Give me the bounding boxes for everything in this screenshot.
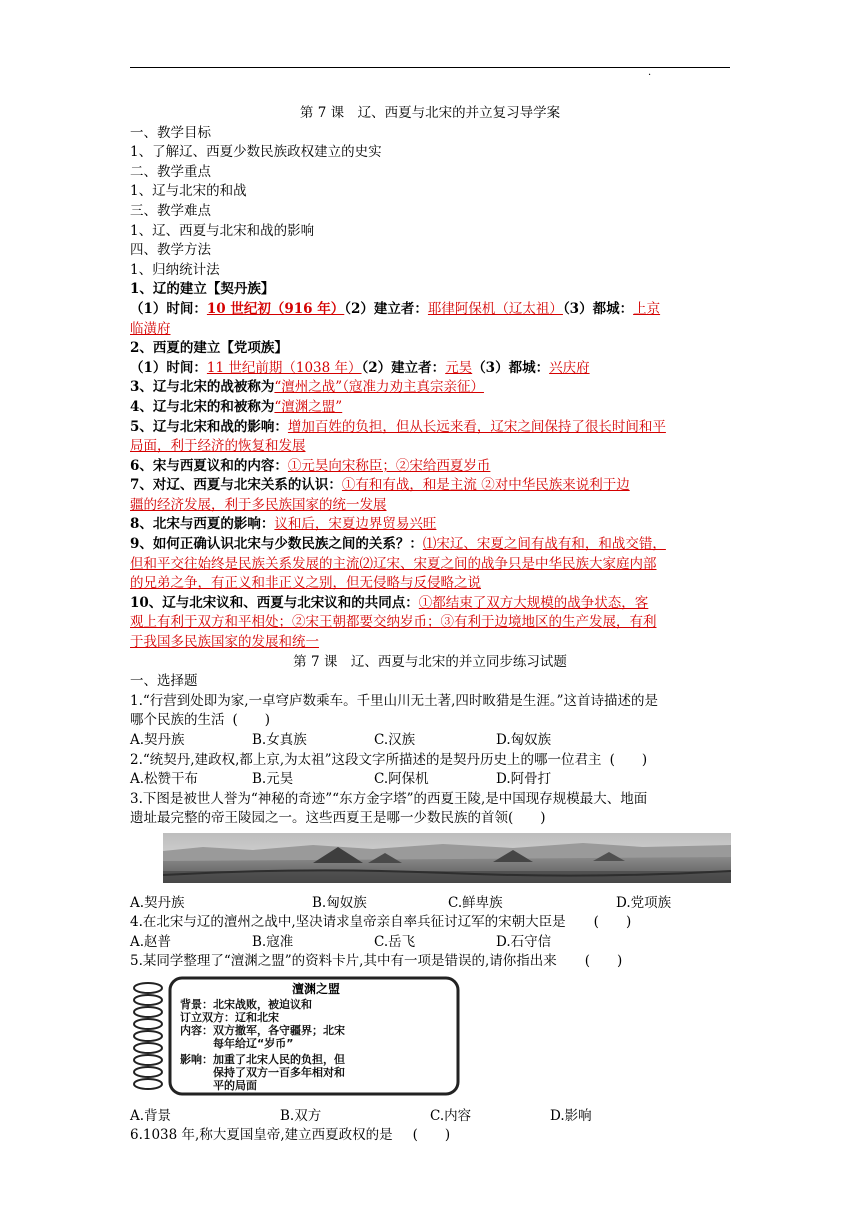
q6-line: 6、宋与西夏议和的内容：①元昊向宋称臣；②宋给西夏岁币	[130, 457, 491, 474]
ex-q2-stem: 2.“统契丹,建政权,都上京,为太祖”这段文字所描述的是契丹历史上的哪一位君主 ( )	[130, 751, 648, 768]
q10-line: 10、辽与北宋议和、西夏与北宋议和的共同点：①都结束了双方大规模的战争状态，客	[130, 594, 649, 611]
ex-q6-stem: 6.1038 年,称大夏国皇帝,建立西夏政权的是 ( )	[130, 1127, 451, 1144]
q2-heading: 2、西夏的建立【党项族】	[130, 340, 288, 357]
option-c: C.岳飞	[374, 933, 416, 950]
option-b: B.匈奴族	[312, 894, 367, 911]
q3-line: 3、辽与北宋的战被称为“澶州之战”（寇准力劝主真宗亲征）	[130, 379, 484, 396]
q9-line: 9、如何正确认识北宋与少数民族之间的关系？：⑴宋辽、宋夏之间有战有和，和战交错，	[130, 536, 666, 553]
exercise-section: 一、选择题	[130, 673, 198, 690]
option-b: B.女真族	[252, 732, 307, 748]
ex-q3-options	[130, 894, 730, 914]
card-line: 平的局面	[180, 1078, 257, 1092]
card-line: 保持了双方一百多年相对和	[180, 1065, 345, 1079]
option-d: D.阿骨打	[496, 771, 552, 788]
header-rule	[130, 67, 730, 68]
q1-line-cont: 临潢府	[130, 320, 171, 337]
ex-q1-stem-cont: 哪个民族的生活 ( )	[130, 712, 271, 729]
ex-q5-options	[130, 1107, 730, 1127]
q4-line: 4、辽与北宋的和被称为“澶渊之盟”	[130, 398, 343, 415]
section-heading: 四、教学方法	[130, 242, 211, 259]
ex-q3-stem-cont: 遗址最完整的帝王陵园之一。这些西夏王是哪一少数民族的首领( )	[130, 810, 546, 827]
q5-line-cont: 局面，利于经济的恢复和发展	[130, 438, 306, 455]
section-item: 1、辽与北宋的和战	[130, 183, 247, 200]
ex-q1-options	[130, 731, 730, 751]
section-heading: 一、教学目标	[130, 124, 211, 141]
option-b: B.寇准	[252, 933, 294, 950]
exercise-title: 第 7 课 辽、西夏与北宋的并立同步练习试题	[293, 653, 567, 670]
ex-q3-stem: 3.下图是被世人誉为“神秘的奇迹”“东方金字塔”的西夏王陵,是中国现存规模最大、地面	[130, 790, 648, 807]
option-a: A.契丹族	[130, 894, 185, 911]
q7-line-cont: 疆的经济发展，利于多民族国家的统一发展	[130, 496, 387, 513]
ex-q4-stem: 4.在北宋与辽的澶州之战中,坚决请求皇帝亲自率兵征讨辽军的宋朝大臣是 ( )	[130, 914, 632, 931]
q1-heading: 1、辽的建立【契丹族】	[130, 281, 275, 298]
guide-title: 第 7 课 辽、西夏与北宋的并立复习导学案	[299, 105, 561, 121]
card-line: 影响：加重了北宋人民的负担，但	[180, 1052, 345, 1066]
q7-line: 7、对辽、西夏与北宋关系的认识：①有和有战，和是主流 ②对中华民族来说利于边	[130, 477, 630, 494]
q10-line-cont: 观上有利于双方和平相处；②宋王朝都要交纳岁币；③有利于边境地区的生产发展，有利	[130, 614, 657, 631]
option-d: D.石守信	[496, 933, 552, 950]
q10-line-cont: 于我国多民族国家的发展和统一	[130, 634, 319, 651]
option-d: D.匈奴族	[496, 732, 552, 748]
option-c: C.鲜卑族	[448, 894, 503, 911]
card-line: 订立双方：辽和北宋	[180, 1010, 279, 1024]
option-c: C.内容	[430, 1107, 472, 1124]
ex-q2-options	[130, 770, 730, 790]
option-d: D.党项族	[616, 894, 672, 911]
section-heading: 三、教学难点	[130, 202, 211, 219]
document-body	[130, 104, 730, 1146]
header-mark: ·	[648, 70, 652, 81]
section-item: 1、了解辽、西夏少数民族政权建立的史实	[130, 144, 382, 161]
section-heading: 二、教学重点	[130, 163, 211, 180]
card-line: 背景：北宋战败，被迫议和	[180, 997, 312, 1011]
data-card-image	[130, 976, 462, 1096]
q1-line: （1）时间：10 世纪初（916 年）（2）建立者：耶律阿保机（辽太祖）（3）都城：上京	[130, 300, 661, 317]
q2-line: （1）时间：11 世纪前期（1038 年）（2）建立者：元昊（3）都城：兴庆府	[130, 359, 590, 376]
section-item: 1、辽、西夏与北宋和战的影响	[130, 222, 315, 239]
option-c: C.阿保机	[374, 771, 429, 788]
card-line: 内容：双方撤军，各守疆界；北宋	[180, 1023, 345, 1037]
ex-q1-stem: 1.“行营到处即为家,一卓穹庐数乘车。千里山川无土著,四时畋猎是生涯。”这首诗描述的是	[130, 692, 659, 709]
option-a: A.契丹族	[130, 732, 185, 748]
q9-line-cont: 但和平交往始终是民族关系发展的主流⑵辽宋、宋夏之间的战争只是中华民族大家庭内部	[130, 555, 657, 572]
section-item: 1、归纳统计法	[130, 261, 220, 278]
q5-line: 5、辽与北宋和战的影响：增加百姓的负担，但从长远来看，辽宋之间保持了很长时间和平	[130, 418, 666, 435]
card-title: 澶渊之盟	[291, 981, 341, 996]
option-b: B.元昊	[252, 771, 294, 788]
option-d: D.影响	[550, 1107, 592, 1124]
option-c: C.汉族	[374, 732, 416, 748]
ex-q5-stem: 5.某同学整理了“澶渊之盟”的资料卡片,其中有一项是错误的,请你指出来 ( )	[130, 953, 623, 970]
option-b: B.双方	[280, 1107, 322, 1124]
ex-q4-options	[130, 933, 730, 953]
option-a: A.松赞干布	[130, 771, 199, 788]
option-a: A.赵普	[130, 933, 172, 950]
xixia-tombs-photo	[163, 833, 731, 883]
q9-line-cont: 的兄弟之争，有正义和非正义之别，但无侵略与反侵略之说	[130, 575, 481, 592]
card-line: 每年给辽“岁币”	[180, 1036, 294, 1050]
q8-line: 8、北宋与西夏的影响：议和后，宋夏边界贸易兴旺	[130, 516, 437, 533]
option-a: A.背景	[130, 1107, 172, 1124]
